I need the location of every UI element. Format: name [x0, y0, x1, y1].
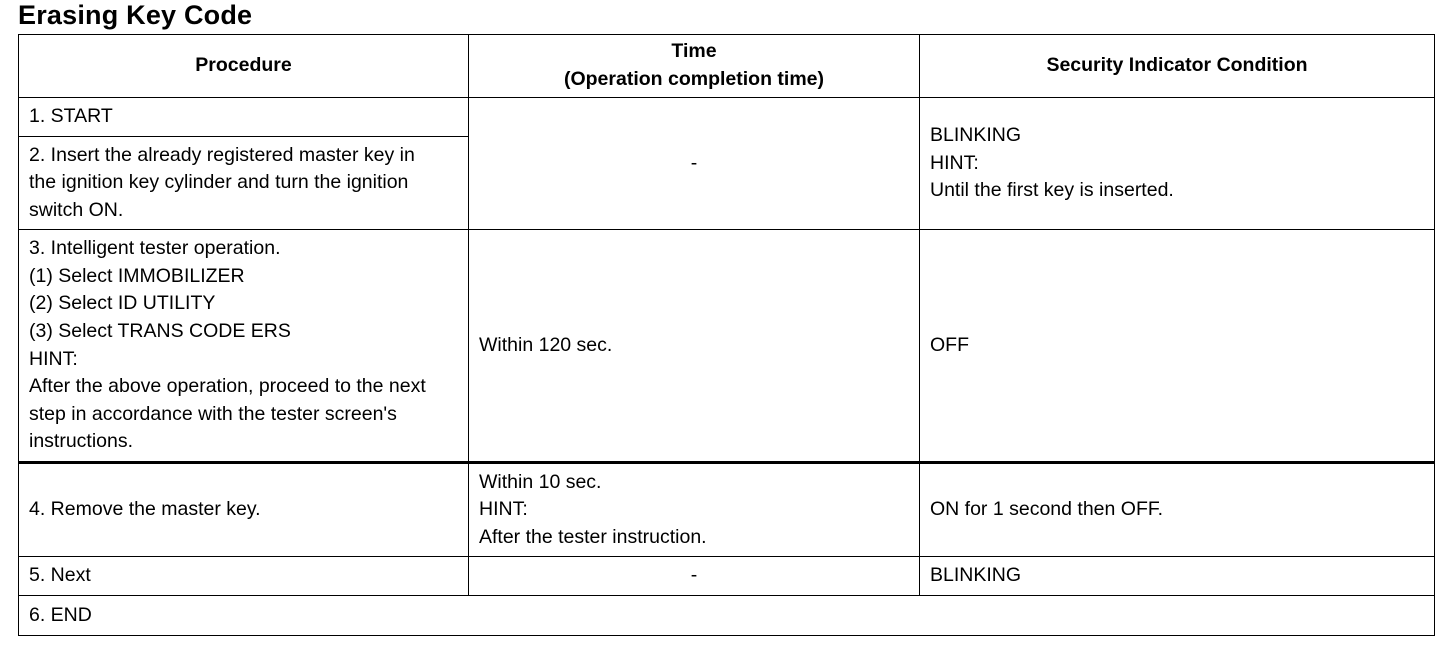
header-time: [469, 35, 920, 98]
procedure-line: 2. Insert the already registered master key in: [29, 143, 415, 166]
time-line: After the tester instruction.: [479, 525, 707, 548]
page-title: Erasing Key Code: [18, 0, 253, 30]
row5-time: -: [469, 557, 920, 596]
condition-line: BLINKING: [930, 124, 1022, 147]
table-row: [19, 98, 1435, 137]
table-header-row: [19, 35, 1435, 98]
row3-procedure: [19, 230, 469, 463]
procedure-line: (2) Select ID UTILITY: [29, 292, 216, 315]
header-time-sub: (Operation completion time): [563, 68, 824, 90]
header-procedure: Procedure: [19, 35, 469, 98]
procedure-line: After the above operation, proceed to the next: [29, 375, 426, 398]
table-row: [19, 557, 1435, 596]
procedure-line: (1) Select IMMOBILIZER: [29, 264, 245, 287]
table-row: [19, 230, 1435, 463]
row12-condition: [920, 98, 1435, 230]
row3-time: Within 120 sec.: [469, 230, 920, 463]
header-time-label: Time: [671, 40, 717, 63]
procedure-line: 3. Intelligent tester operation.: [29, 237, 281, 260]
procedure-line: HINT:: [29, 347, 78, 370]
time-line: HINT:: [479, 498, 528, 521]
key-code-table: [18, 34, 1435, 636]
row4-procedure: 4. Remove the master key.: [19, 463, 469, 557]
row3-condition: OFF: [920, 230, 1435, 463]
row2-procedure: [19, 137, 469, 230]
row6-procedure: 6. END: [19, 596, 1435, 636]
time-line: Within 10 sec.: [479, 470, 602, 493]
row5-procedure: 5. Next: [19, 557, 469, 596]
condition-line: Until the first key is inserted.: [930, 179, 1174, 202]
condition-line: HINT:: [930, 151, 979, 174]
table-row: [19, 463, 1435, 557]
procedure-line: the ignition key cylinder and turn the ignition: [29, 171, 409, 194]
procedure-line: step in accordance with the tester screen's: [29, 402, 397, 425]
header-condition: Security Indicator Condition: [920, 35, 1435, 98]
procedure-line: switch ON.: [29, 198, 124, 221]
row1-procedure: 1. START: [19, 98, 469, 137]
row4-condition: ON for 1 second then OFF.: [920, 463, 1435, 557]
row12-time: -: [469, 98, 920, 230]
procedure-line: instructions.: [29, 430, 134, 453]
procedure-line: (3) Select TRANS CODE ERS: [29, 319, 291, 342]
table-row: [19, 596, 1435, 636]
row4-time: [469, 463, 920, 557]
row5-condition: BLINKING: [920, 557, 1435, 596]
